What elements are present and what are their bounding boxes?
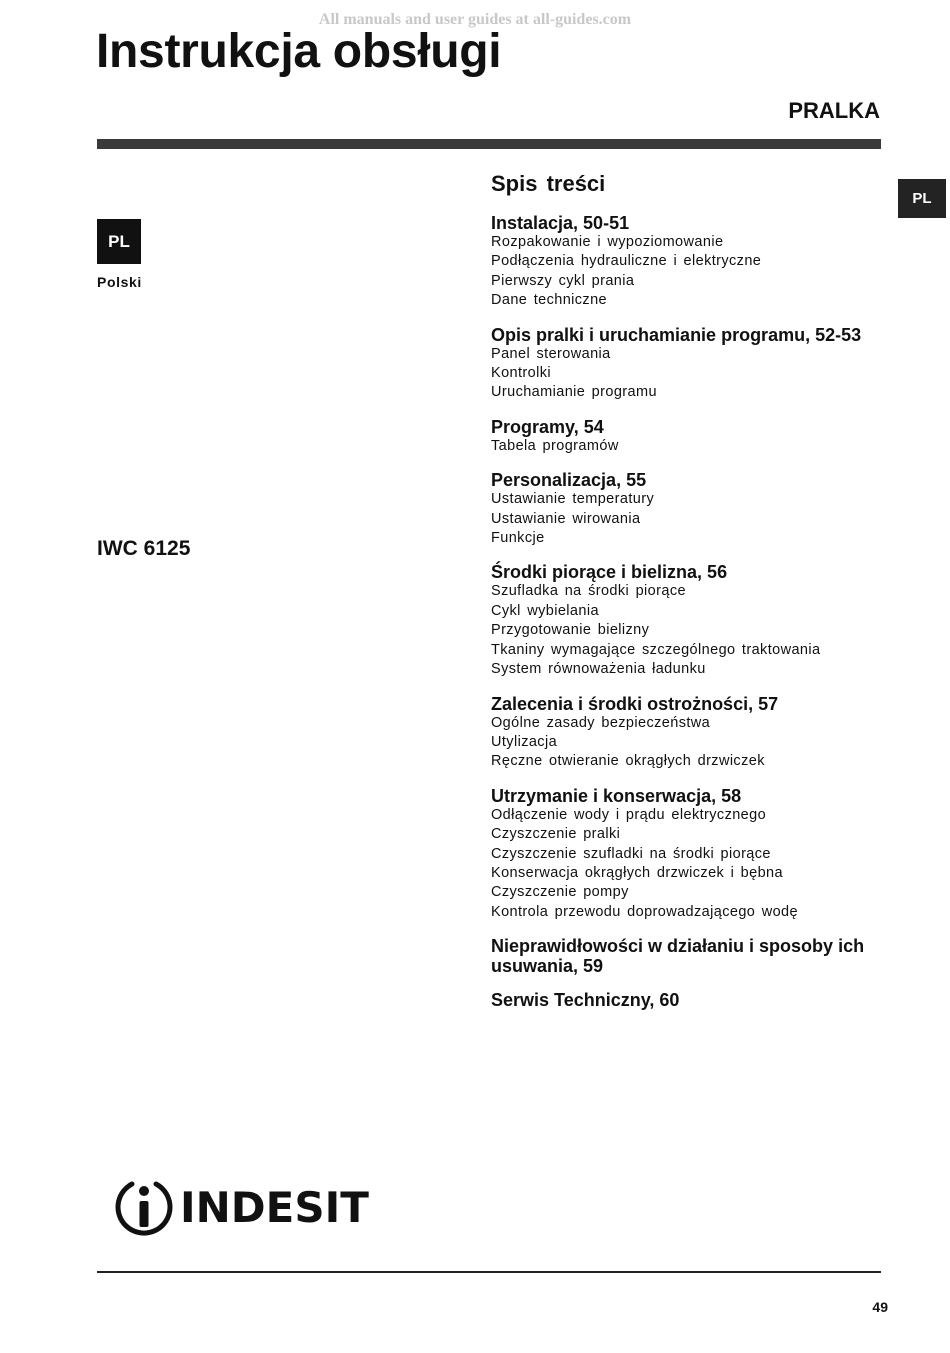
toc-item[interactable]: Podłączenia hydrauliczne i elektryczne (491, 253, 762, 270)
toc-item[interactable]: Utylizacja (491, 733, 558, 750)
toc-item[interactable]: Przygotowanie bielizny (491, 622, 650, 639)
toc-item[interactable]: Dane techniczne (491, 292, 608, 309)
toc-item[interactable]: Funkcje (491, 530, 545, 547)
indesit-logo-icon (114, 1176, 174, 1238)
toc-section (491, 470, 891, 548)
toc-section-heading[interactable]: Programy, 54 (491, 416, 604, 437)
watermark: All manuals and user guides at all-guides.com (318, 11, 632, 28)
toc-sections (491, 213, 891, 1010)
toc-section (491, 325, 891, 403)
table-of-contents (491, 170, 891, 1024)
toc-item[interactable]: Szufladka na środki piorące (491, 583, 686, 600)
product-type: PRALKA (788, 98, 880, 123)
toc-item[interactable]: Czyszczenie szufladki na środki piorące (491, 845, 771, 862)
brand-logo (114, 1176, 369, 1238)
toc-item[interactable]: System równoważenia ładunku (491, 661, 706, 678)
toc-section (491, 786, 891, 922)
header-rule (97, 139, 881, 149)
brand-logo-text: INDESIT (180, 1182, 369, 1232)
toc-section-heading[interactable]: Opis pralki i uruchamianie programu, 52-53 (491, 324, 862, 345)
toc-item[interactable]: Ustawianie wirowania (491, 510, 641, 527)
language-badge: PL (97, 219, 141, 264)
page-title: Instrukcja obsługi (96, 25, 502, 78)
toc-section (491, 417, 891, 456)
toc-item[interactable]: Uruchamianie programu (491, 384, 657, 401)
toc-item[interactable]: Czyszczenie pralki (491, 826, 621, 843)
toc-item[interactable]: Rozpakowanie i wypoziomowanie (491, 234, 724, 250)
toc-section (491, 990, 891, 1010)
toc-item[interactable]: Czyszczenie pompy (491, 884, 629, 901)
toc-item[interactable]: Pierwszy cykl prania (491, 272, 635, 289)
toc-item[interactable]: Tabela programów (491, 437, 619, 454)
toc-section-heading[interactable]: Instalacja, 50-51 (491, 213, 630, 233)
toc-section (491, 694, 891, 772)
toc-section (491, 562, 891, 679)
toc-item[interactable]: Kontrola przewodu doprowadzającego wodę (491, 903, 798, 920)
footer-rule (97, 1271, 881, 1273)
toc-section-heading[interactable]: Personalizacja, 55 (491, 470, 647, 491)
toc-item[interactable]: Ogólne zasady bezpieczeństwa (491, 714, 711, 731)
toc-section-heading[interactable]: Utrzymanie i konserwacja, 58 (491, 785, 742, 806)
toc-section-heading[interactable]: Środki piorące i bielizna, 56 (491, 562, 728, 583)
language-side-tab[interactable]: PL (898, 179, 946, 218)
toc-section (491, 936, 891, 976)
toc-section-heading[interactable]: Zalecenia i środki ostrożności, 57 (491, 693, 779, 714)
page-number: 49 (872, 1299, 888, 1315)
language-name: Polski (97, 274, 142, 290)
toc-item[interactable]: Panel sterowania (491, 345, 611, 362)
toc-item[interactable]: Tkaniny wymagające szczególnego traktowania (491, 641, 821, 658)
toc-section-heading[interactable]: Serwis Techniczny, 60 (491, 990, 680, 1011)
toc-section-heading[interactable]: Nieprawidłowości w działaniu i sposoby ich usuwania, 59 (491, 936, 865, 977)
toc-item[interactable]: Konserwacja okrągłych drzwiczek i bębna (491, 864, 783, 881)
toc-item[interactable]: Ustawianie temperatury (491, 491, 655, 508)
toc-section (491, 213, 891, 311)
model-number: IWC 6125 (97, 537, 191, 560)
toc-title: Spis treści (491, 171, 606, 196)
toc-item[interactable]: Kontrolki (491, 365, 552, 382)
toc-item[interactable]: Ręczne otwieranie okrągłych drzwiczek (491, 753, 765, 770)
toc-item[interactable]: Odłączenie wody i prądu elektrycznego (491, 806, 767, 823)
toc-item[interactable]: Cykl wybielania (491, 602, 599, 619)
